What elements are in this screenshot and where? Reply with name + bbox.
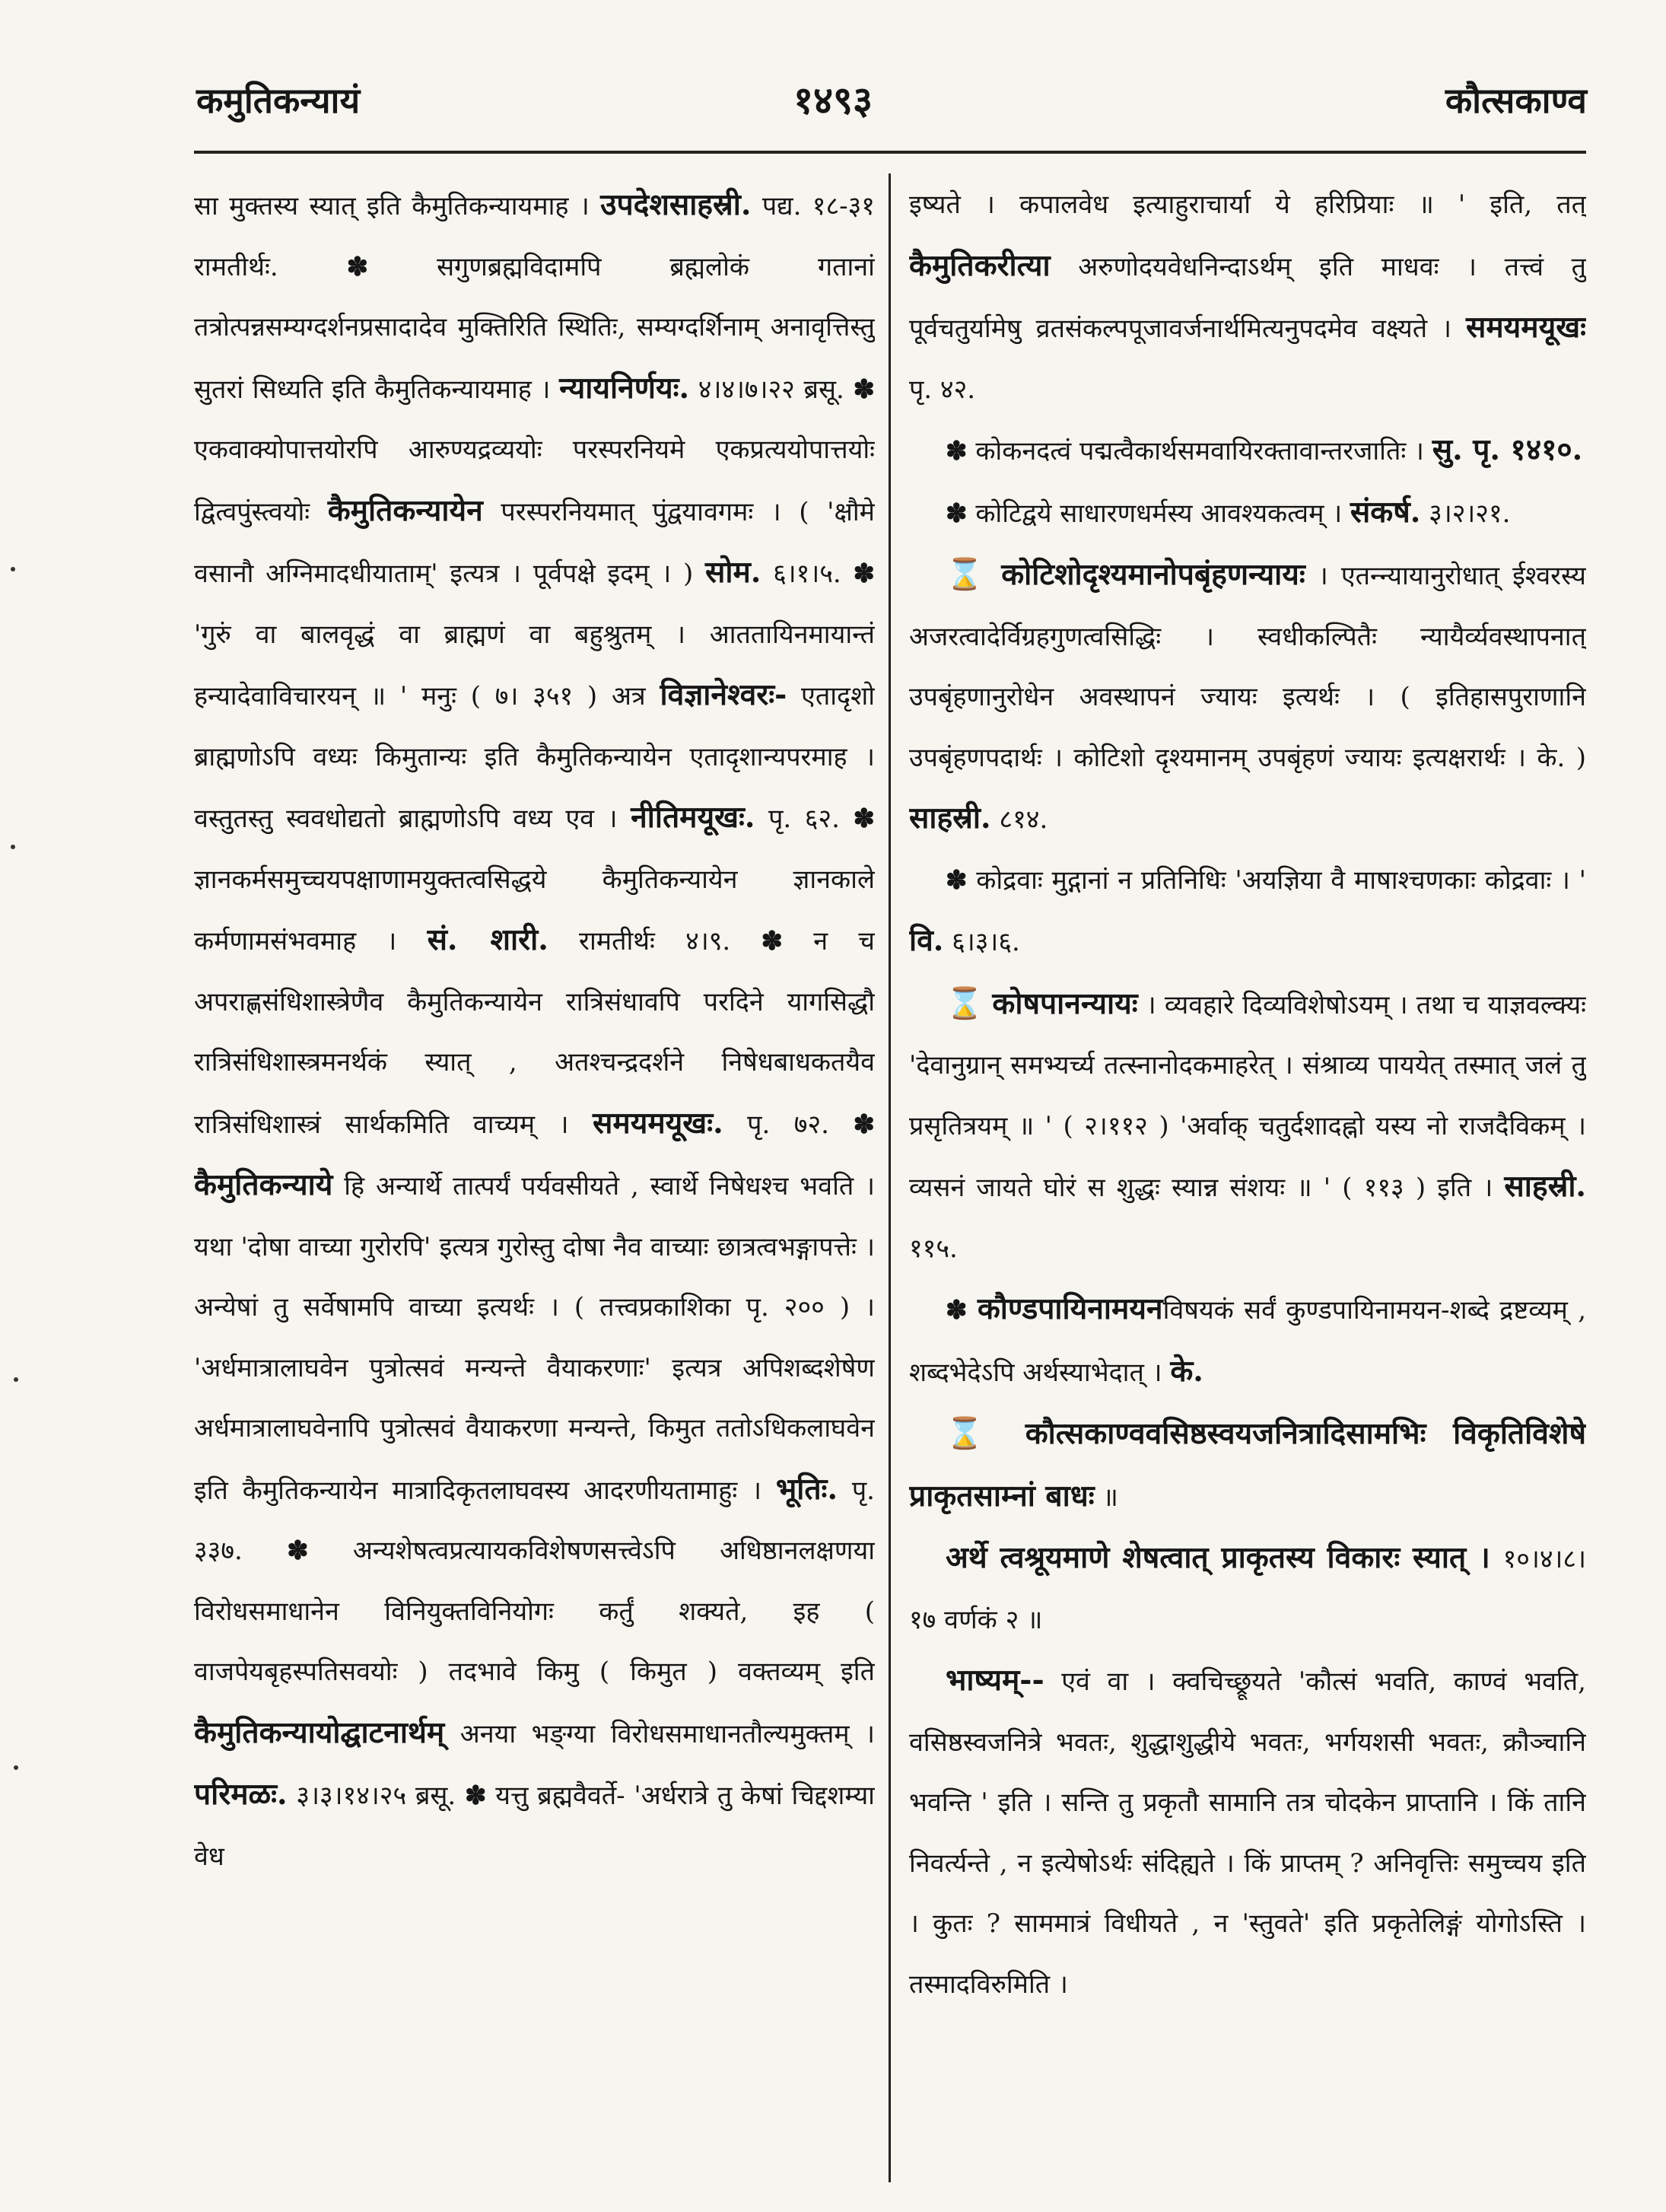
text-run: एकवाक्योपात्तयोरपि आरुण्यद्रव्ययोः परस्परनियमे एकप्रत्ययोपात्तयोः द्वित्वपुंस्त्वयोः [194,434,875,527]
text-run: सोम. [704,555,761,590]
text-run: विषयकं सर्वं कुण्डपायिनामयन-शब्दे द्रष्टव्यम् , शब्दभेदेऽपि अर्थस्याभेदात् । [909,1295,1586,1388]
column-divider [889,173,891,2182]
bhashya-paragraph [909,1650,1586,2015]
text-run: सु. पृ. १४१०. [1432,432,1583,467]
right-column [909,175,1586,2184]
text-run: कोद्रवाः मुद्गानां न प्रतिनिधिः 'अयज्ञिया वै माषाश्चणकाः कोद्रवाः । ' [976,864,1586,896]
text-run: ३।२।२१. [1420,498,1511,529]
bullet-icon: ✽ [946,1295,968,1326]
bullet-icon: ✽ [346,251,369,282]
margin-dot [11,845,15,849]
text-run: पृ. ७२. [723,1109,854,1140]
page-number: १४९३ [793,78,873,123]
text-run: ४।४।७।२२ ब्रसू. [689,374,854,405]
header-right: कौत्सकाण्व [1445,80,1587,121]
text-run: साहस्री. [909,800,991,835]
right-paragraph-1 [909,175,1586,420]
nyaya-mark-icon: ⌛ [946,985,984,1021]
text-run: समयमयूखः. [593,1105,723,1141]
text-run: कोषपानन्यायः [992,985,1138,1021]
bullet-icon: ✽ [853,804,875,834]
text-run: सा मुक्तस्य स्यात् इति कैमुतिकन्यायमाह । [194,191,601,221]
right-paragraph-3 [909,482,1586,545]
text-run: उपदेशसाहस्री. [600,187,752,222]
bullet-icon: ✽ [287,1536,309,1566]
text-run: भाष्यम्-- [946,1663,1044,1698]
text-run: समयमयूखः [1465,310,1586,345]
text-run: एवं वा । क्वचिच्छ्रूयते 'कौत्सं भवति, काण्वं भवति, वसिष्ठस्वजनित्रे भवतः, शुद्धाशुद्धीये भवतः, भर्गयशसी भवतः, क्रौञ्चानि भवन्ति ' इति । सन्ति तु प्रकृतौ सामानि तत्र चोदकेन प्राप्तानि । किं तानि निवर्त्यन्ते , न इत्येषोऽर्थः संदिह्यते । किं प्राप्तम् ? अनिवृत्तिः समुच्चय इति । कुतः ? साममात्रं विधीयते , न 'स्तुवते' इति प्रकृतेलिङ्गं योगोऽस्ति । तस्मादविरुमिति । [909,1666,1586,2000]
text-run: कोकनदत्वं पद्मत्वैकार्थसमवायिरक्तावान्तरजातिः । [975,436,1432,466]
text-run: कैमुतिकन्याये [194,1167,333,1202]
text-run: कैमुतिकन्यायोद्घाटनार्थम् [194,1714,445,1750]
nyaya-mark-icon: ⌛ [946,556,989,592]
text-run: रामतीर्थः ४।९. [548,926,761,956]
adhikarana-heading [909,1403,1586,1528]
text-run: भूतिः. [775,1471,838,1507]
text-run: पृ. ४२. [909,374,976,405]
bullet-icon: ✽ [853,374,875,405]
text-run: 'गुरुं वा बालवृद्धं वा ब्राह्मणं वा बहुश्रुतम् । आततायिनमायान्तं हन्यादेवाविचारयन् ॥ ' मनुः ( ७। ३५१ ) अत्र [194,619,875,711]
text-run: ८१४. [990,804,1048,835]
bullet-icon: ✽ [946,498,968,529]
bullet-icon: ✽ [761,926,783,956]
text-run: अरुणोदयवेधनिन्दाऽर्थम् इति माधवः । तत्त्वं तु पूर्वचतुर्यामेषु व्रतसंकल्पपूजावर्जनार्थमित्यनुपदमेव वक्ष्यते । [909,251,1586,344]
text-run: हि अन्यार्थे तात्पर्यं पर्यवसीयते , स्वार्थे निषेधश्च भवति । यथा 'दोषा वाच्या गुरोरपि' इत्यत्र गुरोस्तु दोषा नैव वाच्याः छात्रत्वभङ्गापत्तेः । अन्येषां तु सर्वेषामपि वाच्या इत्यर्थः । ( तत्त्वप्रकाशिका पृ. २०० ) । 'अर्धमात्रालाघवेन पुत्रोत्सवं मन्यन्ते वैयाकरणाः' इत्यत्र अपिशब्दशेषेण अर्धमात्रालाघवेनापि पुत्रोत्सवं वैयाकरणा मन्यन्ते, किमुत ततोऽधिकलाघवेन इति कैमुतिकन्यायेन मात्रादिकृतलाघवस्य आदरणीयतामाहुः । [194,1171,875,1506]
text-run: कौत्सकाण्ववसिष्ठस्वयजनित्रादिसामभिः विकृतिविशेषे प्राकृतसाम्नां बाधः [909,1416,1586,1513]
bullet-icon: ✽ [853,559,875,589]
text-run: ६।३।६. [943,927,1020,957]
text-run: कोटिद्वये साधारणधर्मस्य आवश्यकत्वम् । [975,498,1350,529]
margin-dot [11,567,15,571]
text-run: इष्यते । कपालवेध इत्याहुराचार्या ये हरिप्रियाः ॥ ' इति, तत् [909,189,1586,220]
text-run: ११५. [909,1233,958,1264]
bullet-icon: ✽ [946,436,968,466]
text-run: परिमळः. [194,1777,288,1812]
margin-dot [14,1765,18,1770]
text-run: वि. [909,923,944,958]
text-run: नीतिमयूखः. [631,800,755,835]
right-paragraph-4 [909,544,1586,851]
text-run: कोटिशोदृश्यमानोपबृंहणन्यायः [1001,557,1305,592]
text-run: पद्य. १८-३१ रामतीर्थः. [194,191,875,282]
text-run: के. [1170,1353,1203,1389]
text-run: न च अपराह्णसंधिशास्त्रेणैव कैमुतिकन्यायेन रात्रिसंधावपि परदिने यागसिद्धौ रात्रिसंधिशास्त्रमनर्थकं स्यात् , अतश्चन्द्रदर्शने निषेधबाधकतयैव रात्रिसंधिशास्त्रं सार्थकमिति वाच्यम् । [194,926,875,1140]
bullet-icon: ✽ [946,864,968,896]
bullet-icon: ✽ [853,1109,875,1140]
text-run: १०।४।८।१७ वर्णकं २ ॥ [909,1544,1586,1635]
text-run: अनया भङ्ग्या विरोधसमाधानतौल्यमुक्तम् । [444,1718,875,1749]
margin-dot [14,1377,18,1382]
text-run: ज्ञानकर्मसमुच्चयपक्षाणामयुक्तत्वसिद्धये कैमुतिकन्यायेन ज्ञानकाले कर्मणामसंभवमाह । [194,864,875,956]
text-run: कैमुतिकरीत्या [909,247,1051,283]
right-paragraph-2 [909,420,1586,482]
nyaya-mark-icon: ⌛ [946,1415,1000,1451]
text-run: अन्यशेषत्वप्रत्यायकविशेषणसत्त्वेऽपि अधिष्ठानलक्षणया विरोधसमाधानेन विनियुक्तविनियोगः कर्तुं शक्यते, इह ( वाजपेयबृहस्पतिसवयोः ) तदभावे किमु ( किमुत ) वक्तव्यम् इति [194,1536,875,1687]
text-run: एतादृशो ब्राह्मणोऽपि वध्यः किमुतान्यः इति कैमुतिकन्यायेन एतादृशान्यपरमाह । वस्तुतस्तु स्ववधोद्यतो ब्राह्मणोऽपि वध्य एव । [194,681,875,834]
right-paragraph-7 [909,1279,1586,1403]
text-run: यत्तु ब्रह्मवैवर्ते- 'अर्धरात्रे तु केषां चिद्दशम्या वेध [194,1781,875,1872]
sutra-text [909,1528,1586,1650]
text-run: परस्परनियमात् पुंद्वयावगमः । ( 'क्षौमे वसानौ अग्निमादधीयाताम्' इत्यत्र । पूर्वपक्षे इदम् । ) [194,496,875,589]
text-run: संकर्ष. [1350,494,1421,530]
text-run: पृ. ६२. [755,804,854,834]
left-paragraph [194,175,875,1887]
text-run: । व्यवहारे दिव्यविशेषोऽयम् । तथा च याज्ञवल्क्यः 'देवानुग्रान् समभ्यर्च्य तत्स्नानोदकमाहरेत् । संश्राव्य पाययेत् तस्मात् जलं तु प्रसृतित्रयम् ॥ ' ( २।११२ ) 'अर्वाक् चतुर्दशादह्नो यस्य नो राजदैविकम् । व्यसनं जायते घोरं स शुद्धः स्यान्न संशयः ॥ ' ( ११३ ) इति । [909,989,1586,1203]
text-run: साहस्री. [1504,1169,1586,1204]
text-run: । एतन्न्यायानुरोधात् ईश्वरस्य अजरत्वादेर्विग्रहगुणत्वसिद्धिः । स्वधीकल्पितैः न्यायैर्व्यवस्थापनात् उपबृंहणानुरोधेन अवस्थापनं ज्यायः इत्यर्थः । ( इतिहासपुराणानि उपबृंहणपदार्थः । कोटिशो दृश्यमानम् उपबृंहणं ज्यायः इत्यक्षरार्थः । के. ) [909,561,1586,773]
text-run: सगुणब्रह्मविदामपि ब्रह्मलोकं गतानां तत्रोत्पन्नसम्यग्दर्शनप्रसादादेव मुक्तिरिति स्थितिः, सम्यग्दर्शिनाम् अनावृत्तिस्तु सुतरां सिध्यति इति कैमुतिकन्यायमाह । [194,251,875,405]
text-run: सं. शारी. [427,922,548,957]
text-run: अर्थे त्वश्रूयमाणे शेषत्वात् प्राकृतस्य विकारः स्यात् । [946,1540,1503,1575]
text-run: न्यायनिर्णयः. [559,370,690,406]
text-run: पृ. ३३७. [194,1475,875,1566]
text-run: विज्ञानेश्वरः- [660,677,787,712]
text-run: कौण्डपायिनामयन [977,1291,1163,1326]
header-rule [194,151,1586,154]
text-run: ३।३।१४।२५ ब्रसू. [287,1781,465,1811]
text-run: ॥ [1094,1482,1118,1513]
text-run: कैमुतिकन्यायेन [327,492,483,528]
text-run: ६।१।५. [761,559,854,589]
header-left: कमुतिकन्यायं [196,80,361,121]
left-column [194,175,875,2184]
right-paragraph-5 [909,851,1586,973]
bullet-icon: ✽ [464,1781,487,1811]
right-paragraph-6 [909,973,1586,1280]
